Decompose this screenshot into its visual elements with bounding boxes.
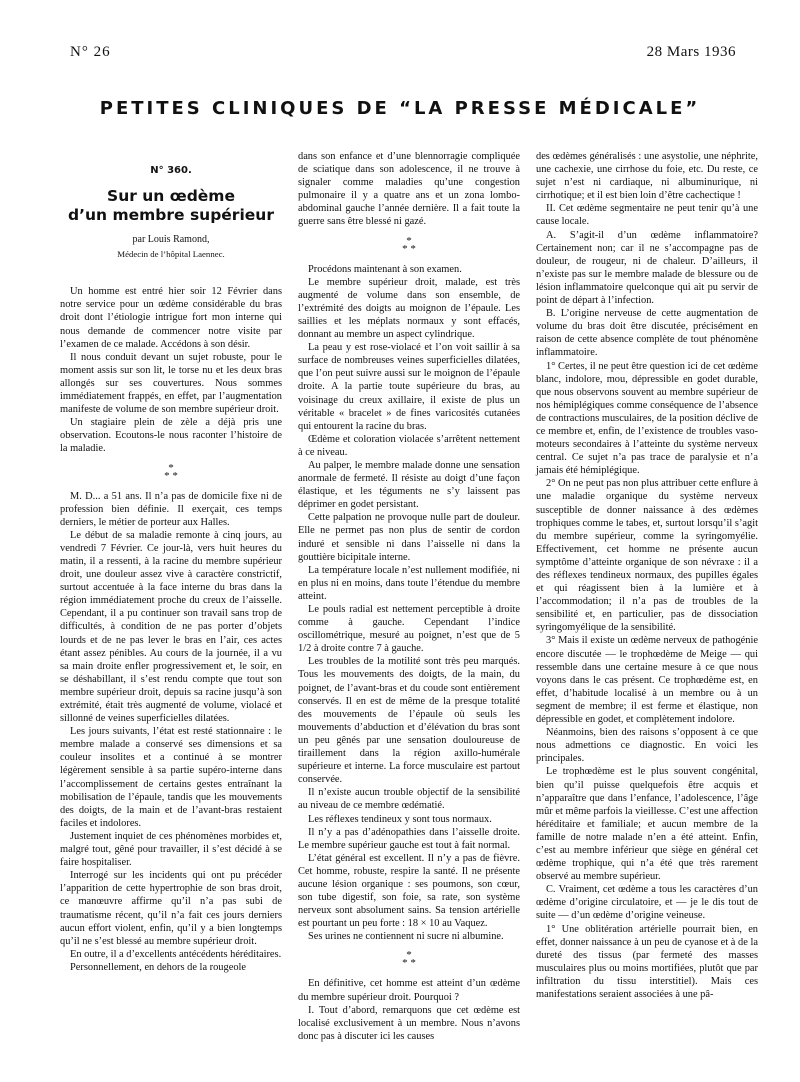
paragraph: Procédons maintenant à son examen. bbox=[308, 263, 462, 275]
section-separator: * * * bbox=[164, 461, 178, 482]
paragraph: Les jours suivants, l’état est resté stationnaire : le membre malade a conservé ses dimensions et sa couleur insolites et a continué à se montrer légèrement sensible à sa partie supéro-interne dans l’accomplissement de certains gestes entraînant la mobilisation de l’épaule, tandis que les mouvements des doigts, de la main et de l’avant-bras restaient faciles et indolores. bbox=[60, 726, 282, 829]
paragraph: Personnellement, en dehors de la rougeole bbox=[70, 961, 247, 973]
paragraph: dans son enfance et d’une blennorragie compliquée de sciatique dans son adolescence, il ne trouve à signaler comme maladies qu’une congestion pulmonaire il y a quatre ans et un zona lombo-abdominal gauche l’année dernière. Il a fait toute la guerre sans être blessé ni gazé. bbox=[298, 151, 520, 228]
paragraph: des œdèmes généralisés : une asystolie, une néphrite, une cachexie, une cirrhose du foie, etc. Du reste, ce sujet n’est ni cardiaque, ni albuminurique, ni cirrhotique; et il est bien loin d’être cachectique ! bbox=[536, 151, 758, 202]
paragraph: 1° Certes, il ne peut être question ici de cet œdème blanc, indolore, mou, dépressible en godet durable, que nous observons souvent au membre supérieur de nos hémiplégiques comme conséquence de l’absence de contractions musculaires, de la position déclive de ce membre et, enfin, de l’existence de troubles vaso-moteurs secondaires à l’atteinte du système nerveux central. Ce sujet n’a pas trace de paralysie et n’a jamais été hémiplégique. bbox=[536, 360, 758, 477]
issue-number: N° 26 bbox=[70, 44, 111, 60]
paragraph: II. Cet œdème segmentaire ne peut tenir qu’à une cause locale. bbox=[536, 203, 758, 228]
paragraph: Au palper, le membre malade donne une sensation anormale de fermeté. Il résiste au doigt d’une façon élastique, et les téguments ne s’y laissent pas déprimer en godet persistant. bbox=[298, 459, 520, 511]
article-title bbox=[60, 187, 282, 225]
paragraph: La peau y est rose-violacé et l’on voit saillir à sa surface de nombreuses veines superficielles dilatées, que l’on peut suivre aussi sur le moignon de l’épaule droite. A la partie toute supérieure du bras, au voisinage du creux axillaire, il existe de plus un véritable « bracelet » de fines varicosités cutanées qui entourent la racine du bras. bbox=[298, 342, 520, 432]
paragraph: Néanmoins, bien des raisons s’opposent à ce que nous admettions ce diagnostic. En voici les principales. bbox=[536, 727, 758, 765]
paragraph: C. Vraiment, cet œdème a tous les caractères d’un œdème d’origine circulatoire, et — je le dis tout de suite — d’un œdème d’origine veineuse. bbox=[536, 884, 758, 922]
issue-date: 28 Mars 1936 bbox=[646, 44, 736, 60]
paragraph: 3° Mais il existe un œdème nerveux de pathogénie encore discutée — le trophœdème de Meige — qui ressemble dans une certaine mesure à ce que nous voyons dans le cas présent. Ce trophœdème est, en effet, d’habitude localisé à un membre ou à un segment de membre; il est ferme et élastique, non dépressible en godet, et complètement indolore. bbox=[536, 635, 758, 726]
paragraph: Œdème et coloration violacée s’arrêtent nettement à ce niveau. bbox=[298, 433, 520, 458]
paragraph: Il n’existe aucun trouble objectif de la sensibilité au niveau de ce membre œdématié. bbox=[298, 787, 520, 812]
paragraph: 2° On ne peut pas non plus attribuer cette enflure à une maladie organique du système nerveux susceptible de donner naissance à des œdèmes trophiques comme le tabes, et, surtout lorsqu’il s’agit du membre supérieur, comme la syringomyélie. Effectivement, cet homme ne présente aucun symptôme d’atteinte organique de son névraxe : il a des réflexes tendineux normaux, des pupilles égales et qui réagissent bien à la lumière et à l’accommodation; il n’a pas de troubles de la sensibilité et, en particulier, pas de dissociation syringomyélique de la sensibilité. bbox=[536, 478, 758, 634]
paragraph: Justement inquiet de ces phénomènes morbides et, malgré tout, gêné pour travailler, il s’est décidé à se faire hospitaliser. bbox=[60, 830, 282, 869]
paragraph: Cette palpation ne provoque nulle part de douleur. Elle ne permet pas non plus de sentir de cordon induré et sensible ni dans l’aisselle ni dans la gouttière bicipitale interne. bbox=[298, 512, 520, 563]
paragraph: L’état général est excellent. Il n’y a pas de fièvre. Cet homme, robuste, respire la santé. Il ne présente aucune lésion organique : ses poumons, son cœur, son tube digestif, son foie, sa rate, son système nerveux sont absolument sains. Sa tension artérielle est pourtant un peu forte : 18 × 10 au Vaquez. bbox=[298, 852, 520, 930]
paragraph: 1° Une oblitération artérielle pourrait bien, en effet, donner naissance à un peu de cyanose et à de la dureté des tissus (par fermeté des masses musculaires plus ou moins mortifiées, plutôt que par infiltration du tissu interstitiel). Mais ces manifestations seraient associées à une pâ- bbox=[536, 923, 758, 1000]
paragraph: B. L’origine nerveuse de cette augmentation de volume du bras doit être discutée, précisément en raison de cette absence complète de tout phénomène inflammatoire. bbox=[536, 308, 758, 359]
author-affiliation: Médecin de l’hôpital Laennec. bbox=[117, 249, 225, 260]
column-1 bbox=[60, 150, 282, 974]
paragraph: Le trophœdème est le plus souvent congénital, bien qu’il puisse quelquefois être acquis et n’apparaître que dans l’enfance, l’adolescence, l’âge mûr et même parfois la vieillesse. C’est une affection héréditaire et familiale; et aucun membre de la famille de notre malade n’en a été atteint. Enfin, c’est au membre inférieur que siège en général cet œdème trophique, qui n’a été que très rarement observé au membre supérieur. bbox=[536, 766, 758, 883]
paragraph: En définitive, cet homme est atteint d’un œdème du membre supérieur droit. Pourquoi ? bbox=[298, 978, 520, 1003]
section-separator: * * * bbox=[402, 234, 416, 255]
paragraph: Un homme est entré hier soir 12 Février dans notre service pour un œdème considérable du bras droit dont l’étiologie intrigue fort mon interne qui nous demande de commencer notre visite par l’examen de ce malade. Accédons à son désir. bbox=[60, 286, 282, 350]
paragraph: Le membre supérieur droit, malade, est très augmenté de volume dans son ensemble, de l’extrémité des doigts au moignon de l’épaule. Les saillies et les méplats normaux y sont effacés, donnant au membre un aspect cylindrique. bbox=[298, 276, 520, 341]
paragraph: Il n’y a pas d’adénopathies dans l’aisselle droite. Le membre supérieur gauche est tout à fait normal. bbox=[298, 826, 520, 851]
article-number: N° 360. bbox=[150, 165, 192, 176]
paragraph: En outre, il a d’excellents antécédents héréditaires. bbox=[70, 948, 282, 960]
column-3 bbox=[536, 150, 758, 1001]
paragraph: La température locale n’est nullement modifiée, ni en plus ni en moins, dans toute l’étendue du membre atteint. bbox=[298, 564, 520, 602]
paragraph: I. Tout d’abord, remarquons que cet œdème est localisé exclusivement à un membre. Nous n’avons donc pas à discuter ici les causes bbox=[298, 1004, 520, 1042]
paragraph: M. D... a 51 ans. Il n’a pas de domicile fixe ni de profession bien définie. Il exerçait, ces temps derniers, le métier de porteur aux Halles. bbox=[60, 490, 282, 528]
author-byline: par Louis Ramond, bbox=[132, 234, 210, 246]
paragraph: Les réflexes tendineux y sont tous normaux. bbox=[308, 813, 492, 825]
column-2 bbox=[298, 150, 520, 1043]
paragraph: A. S’agit-il d’un œdème inflammatoire? Certainement non; car il ne s’accompagne pas de douleur, de rougeur, ni de chaleur. D’ailleurs, il n’existe pas sur le membre malade de blessure ou de lésion inflammatoire quelconque qui ait pu servir de point de départ à l’infection. bbox=[536, 229, 758, 307]
article-title-line-2: d’un membre supérieur bbox=[68, 206, 274, 225]
paragraph: Un stagiaire plein de zèle a déjà pris une observation. Ecoutons-le nous raconter l’histoire de la maladie. bbox=[60, 417, 282, 455]
paragraph: Il nous conduit devant un sujet robuste, pour le moment assis sur son lit, le torse nu et les deux bras allongés sur ses couvertures. Nous sommes immédiatement frappés, en effet, par l’augmentation manifeste de volume de son membre supérieur droit. bbox=[60, 351, 282, 416]
paragraph: Le début de sa maladie remonte à cinq jours, au vendredi 7 Février. Ce jour-là, vers huit heures du matin, il a ressenti, à la racine du membre supérieur droit, une douleur assez vive à caractère constrictif, surtout accentuée à la face interne du bras dans la région immédiatement proche du creux de l’aisselle. Cependant, il a pu continuer son travail sans trop de difficultés, à condition de ne pas porter d’objets lourds et de ne pas lever le bras en l’air, ces actes étant assez pénibles. Au cours de la journée, il a vu sa main droite enfler progressivement et, le soir, en se déshabillant, il s’est rendu compte que tout son membre supérieur droit, depuis sa racine jusqu’à son extrémité, était très augmenté de volume, violacé et sillonné de veines superficielles dilatées. bbox=[60, 529, 282, 725]
paragraph: Interrogé sur les incidents qui ont pu précéder l’apparition de cette hypertrophie de son bras droit, ce manœuvre affirme qu’il n’a pas subi de traumatisme récent, qu’il n’a fait ces jours derniers aucun effort violent, enfin, qu’il y a bien longtemps qu’il ne s’est blessé au membre supérieur droit. bbox=[60, 870, 282, 947]
paragraph: Ses urines ne contiennent ni sucre ni albumine. bbox=[308, 931, 504, 943]
article-title-line-1: Sur un œdème bbox=[107, 187, 235, 206]
paragraph: Les troubles de la motilité sont très peu marqués. Tous les mouvements des doigts, de la main, du poignet, de l’avant-bras et du coude sont entièrement conservés. Il en est de même de la presque totalité des mouvements de l’épaule où seuls les mouvements d’abduction et d’élévation du bras sont un peu gênés par une sensation douloureuse de tiraillement dans la région axillo-humérale supérieure et interne. La force musculaire est partout conservée. bbox=[298, 656, 520, 786]
section-separator: * * * bbox=[402, 949, 416, 970]
paragraph: Le pouls radial est nettement perceptible à droite comme à gauche. Cependant l’indice oscillométrique, mesuré au poignet, n’est que de 5 1/2 à droite contre 7 à gauche. bbox=[298, 604, 520, 655]
page-title: PETITES CLINIQUES DE “LA PRESSE MÉDICALE” bbox=[99, 98, 701, 119]
